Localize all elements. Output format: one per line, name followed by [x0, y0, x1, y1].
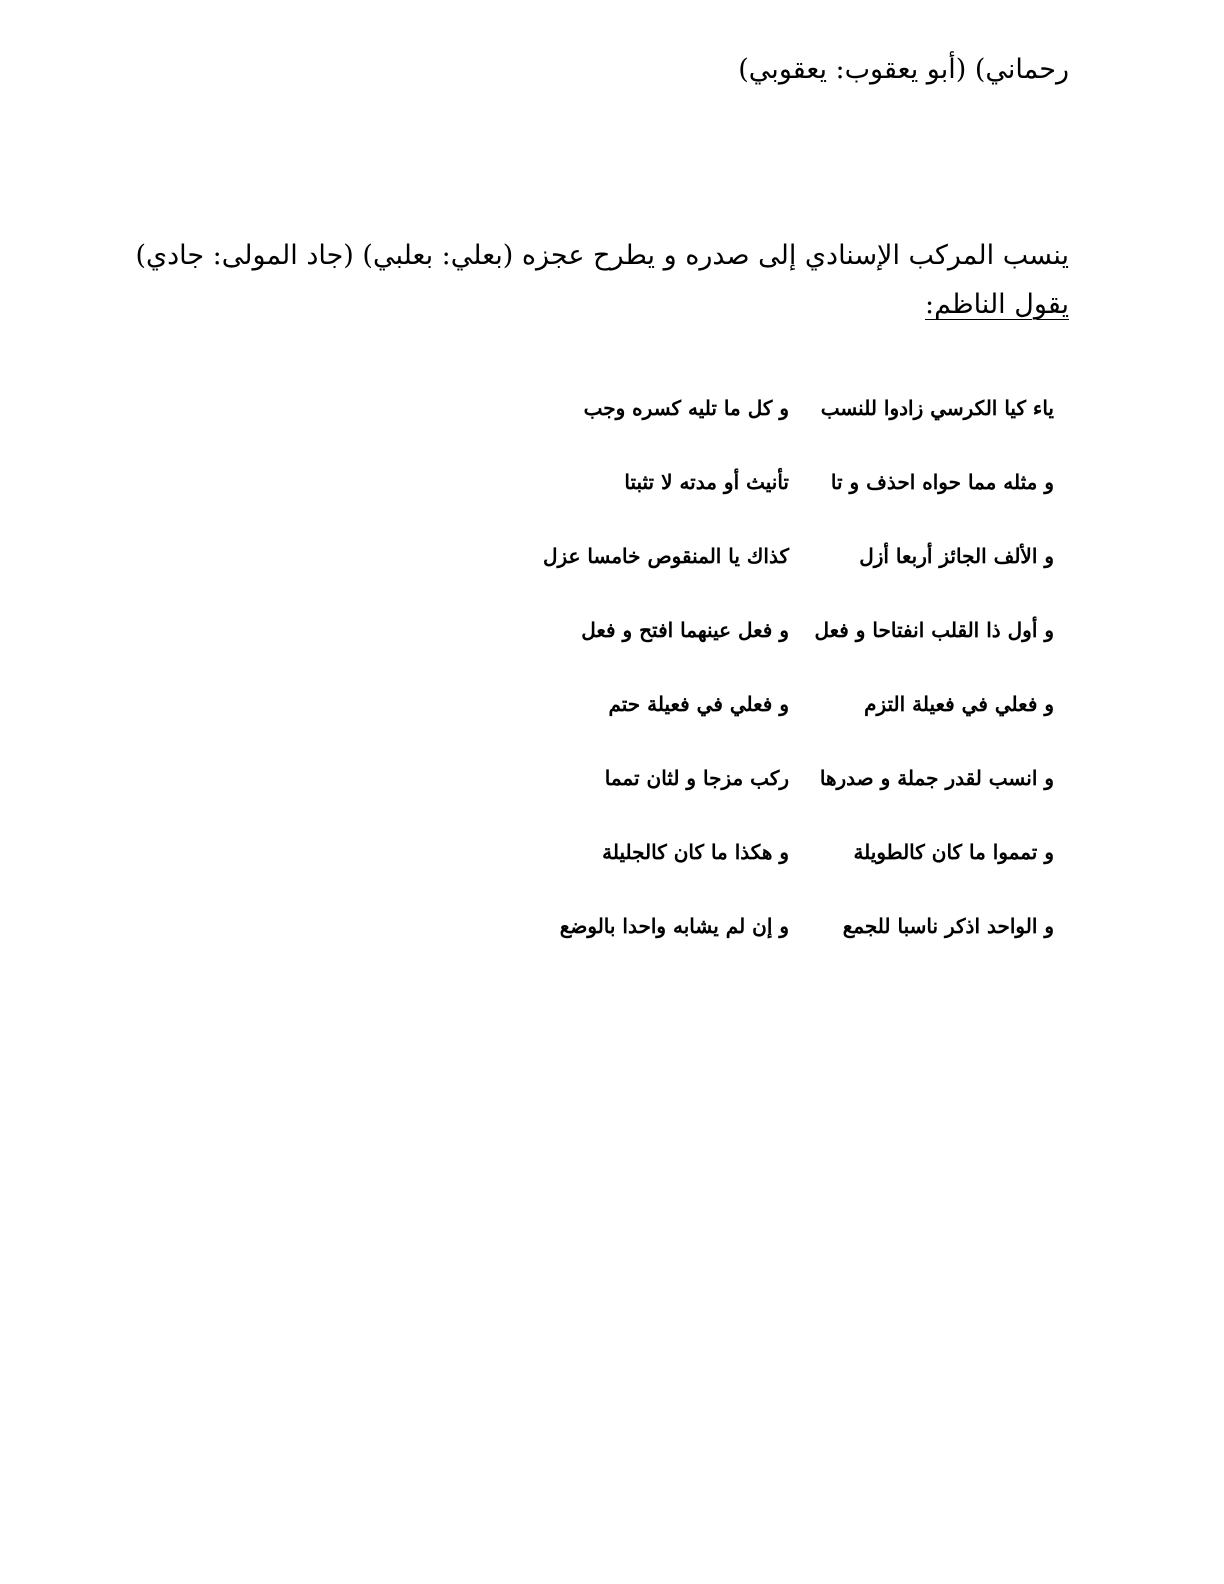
speaker-heading: [769, 287, 1069, 323]
poem: [542, 390, 1054, 982]
verse-first-half: و أول ذا القلب انفتاحا و فعل: [814, 618, 1054, 642]
verse-second-half: ركب مزجا و لثان تمما: [604, 766, 789, 790]
verse-second-half: كذاك يا المنقوص خامسا عزل: [542, 544, 789, 568]
verse-second-half: و فعلي في فعيلة حتم: [608, 692, 789, 716]
verse: [554, 908, 1054, 982]
verse: [554, 834, 1054, 908]
verse-first-half: و انسب لقدر جملة و صدرها: [819, 766, 1054, 790]
verse-second-half: و فعل عينهما افتح و فعل: [581, 618, 789, 642]
verse-second-half: و إن لم يشابه واحدا بالوضع: [559, 914, 789, 938]
verse-first-half: و فعلي في فعيلة التزم: [864, 692, 1054, 716]
verse-second-half: و كل ما تليه كسره وجب: [583, 396, 789, 420]
verse: [554, 464, 1054, 538]
speaker-label: يقول الناظم:: [925, 289, 1069, 320]
verse: [554, 390, 1054, 464]
verse: [542, 538, 1054, 612]
rule-statement: ينسب المركب الإسنادي إلى صدره و يطرح عجزه (بعلي: بعلبي) (جاد المولى: جادي): [135, 240, 1069, 271]
verse: [554, 612, 1054, 686]
verse: [554, 686, 1054, 760]
verse-second-half: و هكذا ما كان كالجليلة: [602, 840, 789, 864]
verse: [554, 760, 1054, 834]
verse-first-half: و الألف الجائز أربعا أزل: [859, 544, 1054, 568]
verse-first-half: و مثله مما حواه احذف و تا: [830, 470, 1054, 494]
continuation-line: رحماني) (أبو يعقوب: يعقوبي): [738, 54, 1069, 85]
verse-second-half: تأنيث أو مدته لا تثبتا: [624, 470, 789, 494]
verse-first-half: و تمموا ما كان كالطويلة: [853, 840, 1054, 864]
verse-first-half: ياء كيا الكرسي زادوا للنسب: [820, 396, 1054, 420]
verse-first-half: و الواحد اذكر ناسبا للجمع: [842, 914, 1054, 938]
